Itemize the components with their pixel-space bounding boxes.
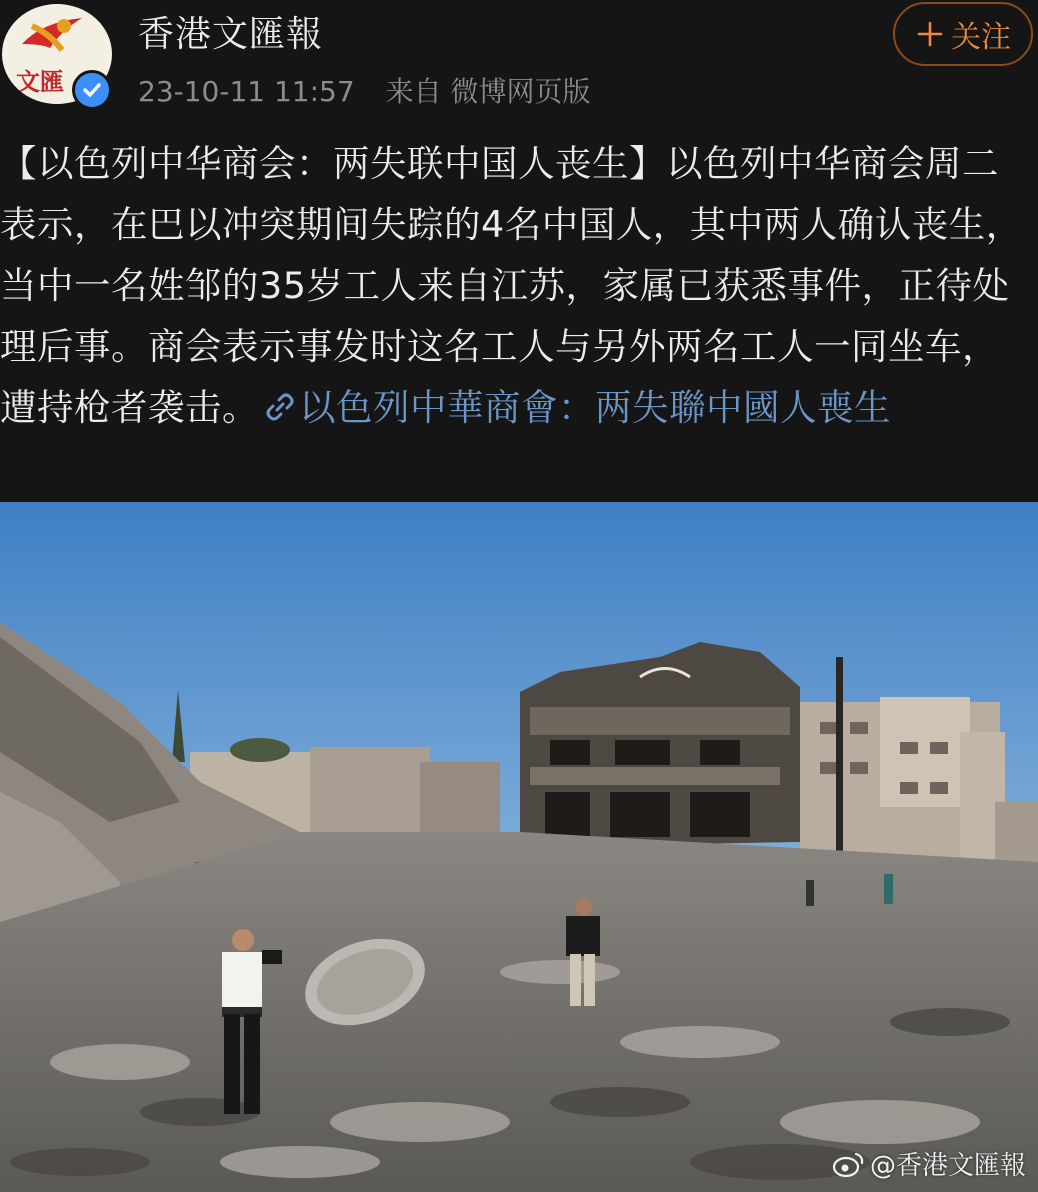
post-link-text: 以色列中華商會：两失聯中國人喪生 — [299, 386, 891, 429]
avatar-text: 文匯 — [16, 67, 64, 96]
post-text: 【以色列中华商会：两失联中国人丧生】以色列中华商会周二表示，在巴以冲突期间失踪的4名中国人，其中两人确认丧生，当中一名姓邹的35岁工人来自江苏，家属已获悉事件，正待处理后事。商会表示事发时这名工人与另外两名工人一同坐车，遭持枪者袭击。 — [0, 142, 1023, 429]
post-meta — [138, 70, 591, 110]
verified-badge — [72, 70, 112, 110]
follow-label: 关注 — [951, 20, 1011, 55]
verified-icon — [81, 79, 103, 101]
weibo-watermark — [832, 1145, 1026, 1182]
post-link[interactable] — [259, 386, 891, 429]
link-icon — [263, 390, 297, 424]
rubble-scene-image — [0, 502, 1038, 1192]
account-name[interactable]: 香港文匯報 — [138, 14, 324, 55]
post-source: 来自 微博网页版 — [385, 75, 591, 108]
follow-button[interactable] — [893, 2, 1033, 66]
post-photo[interactable] — [0, 502, 1038, 1192]
post-timestamp: 23-10-11 11:57 — [138, 75, 355, 108]
post-body — [0, 133, 1034, 438]
weibo-icon — [832, 1150, 866, 1178]
plus-icon — [915, 19, 945, 49]
watermark-text: @香港文匯報 — [869, 1151, 1026, 1181]
